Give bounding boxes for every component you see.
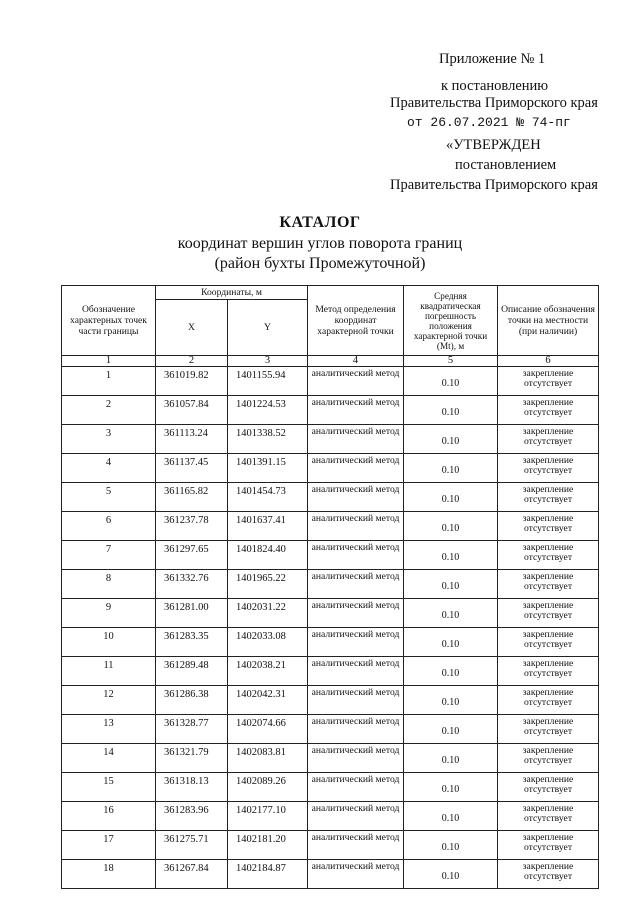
coordinates-catalog-table [61,285,599,889]
column-numbers-row [62,356,599,367]
coordinate-y-cell: 1401454.73 [228,483,308,512]
column-number: 1 [62,356,156,367]
date-number-stamp: от 26.07.2021 № 74-пг [407,115,571,130]
description-cell: закрепление отсутствует [498,657,599,686]
document-subtitle-area: (район бухты Промежуточной) [214,255,426,272]
coordinate-x-cell: 361137.45 [156,454,228,483]
column-number: 2 [156,356,228,367]
header-coordinates: Координаты, м [156,286,308,300]
accuracy-cell: 0.10 [404,599,498,628]
method-cell: аналитический метод [308,454,404,483]
coordinate-y-cell: 1401965.22 [228,570,308,599]
point-number-cell: 7 [62,541,156,570]
coordinate-y-cell: 1402083.81 [228,744,308,773]
table-row [62,396,599,425]
method-cell: аналитический метод [308,860,404,889]
header-method: Метод определения координат характерной точки [308,286,404,356]
point-number-cell: 2 [62,396,156,425]
appendix-label: Приложение № 1 [439,51,546,67]
table-row [62,860,599,889]
coordinate-y-cell: 1402184.87 [228,860,308,889]
table-row [62,802,599,831]
header-designation: Обозначение характерных точек части границы [62,286,156,356]
accuracy-cell: 0.10 [404,512,498,541]
accuracy-cell: 0.10 [404,860,498,889]
method-cell: аналитический метод [308,657,404,686]
point-number-cell: 14 [62,744,156,773]
point-number-cell: 13 [62,715,156,744]
accuracy-cell: 0.10 [404,657,498,686]
point-number-cell: 15 [62,773,156,802]
coordinate-x-cell: 361267.84 [156,860,228,889]
coordinate-y-cell: 1401224.53 [228,396,308,425]
method-cell: аналитический метод [308,483,404,512]
description-cell: закрепление отсутствует [498,802,599,831]
coordinate-x-cell: 361019.82 [156,367,228,396]
coordinate-x-cell: 361328.77 [156,715,228,744]
point-number-cell: 8 [62,570,156,599]
table-row [62,570,599,599]
point-number-cell: 18 [62,860,156,889]
accuracy-cell: 0.10 [404,483,498,512]
point-number-cell: 5 [62,483,156,512]
accuracy-cell: 0.10 [404,367,498,396]
accuracy-cell: 0.10 [404,773,498,802]
table-row [62,744,599,773]
method-cell: аналитический метод [308,686,404,715]
description-cell: закрепление отсутствует [498,541,599,570]
coordinate-y-cell: 1402089.26 [228,773,308,802]
method-cell: аналитический метод [308,628,404,657]
accuracy-cell: 0.10 [404,831,498,860]
table-row [62,628,599,657]
table-row [62,686,599,715]
coordinate-x-cell: 361332.76 [156,570,228,599]
coordinate-x-cell: 361237.78 [156,512,228,541]
coordinate-x-cell: 361318.13 [156,773,228,802]
point-number-cell: 11 [62,657,156,686]
coordinate-x-cell: 361281.00 [156,599,228,628]
coordinate-y-cell: 1401824.40 [228,541,308,570]
description-cell: закрепление отсутствует [498,483,599,512]
description-cell: закрепление отсутствует [498,570,599,599]
approved-label: «УТВЕРЖДЕН [446,137,541,153]
by-resolution-label: постановлением [455,157,557,173]
point-number-cell: 10 [62,628,156,657]
method-cell: аналитический метод [308,802,404,831]
coordinate-y-cell: 1401391.15 [228,454,308,483]
coordinate-x-cell: 361321.79 [156,744,228,773]
coordinate-x-cell: 361275.71 [156,831,228,860]
method-cell: аналитический метод [308,541,404,570]
description-cell: закрепление отсутствует [498,367,599,396]
coordinate-y-cell: 1402042.31 [228,686,308,715]
column-number: 5 [404,356,498,367]
coordinate-y-cell: 1401338.52 [228,425,308,454]
table-row [62,454,599,483]
accuracy-cell: 0.10 [404,686,498,715]
to-resolution-label: к постановлению [441,78,549,94]
table-row [62,657,599,686]
point-number-cell: 9 [62,599,156,628]
coordinate-x-cell: 361289.48 [156,657,228,686]
table-row [62,512,599,541]
coordinate-x-cell: 361297.65 [156,541,228,570]
method-cell: аналитический метод [308,396,404,425]
method-cell: аналитический метод [308,773,404,802]
column-number: 3 [228,356,308,367]
coordinate-y-cell: 1402033.08 [228,628,308,657]
point-number-cell: 4 [62,454,156,483]
coordinate-x-cell: 361057.84 [156,396,228,425]
table-row [62,541,599,570]
header-y: Y [228,300,308,356]
point-number-cell: 3 [62,425,156,454]
document-subtitle: координат вершин углов поворота границ [177,235,463,252]
coordinate-y-cell: 1402181.20 [228,831,308,860]
description-cell: закрепление отсутствует [498,715,599,744]
description-cell: закрепление отсутствует [498,396,599,425]
accuracy-cell: 0.10 [404,454,498,483]
table-row [62,831,599,860]
method-cell: аналитический метод [308,744,404,773]
point-number-cell: 16 [62,802,156,831]
column-number: 6 [498,356,599,367]
accuracy-cell: 0.10 [404,715,498,744]
description-cell: закрепление отсутствует [498,454,599,483]
description-cell: закрепление отсутствует [498,773,599,802]
coordinate-y-cell: 1401155.94 [228,367,308,396]
description-cell: закрепление отсутствует [498,425,599,454]
government-label-2: Правительства Приморского края [390,177,598,193]
point-number-cell: 17 [62,831,156,860]
header-x: X [156,300,228,356]
method-cell: аналитический метод [308,570,404,599]
accuracy-cell: 0.10 [404,425,498,454]
description-cell: закрепление отсутствует [498,744,599,773]
point-number-cell: 6 [62,512,156,541]
accuracy-cell: 0.10 [404,396,498,425]
accuracy-cell: 0.10 [404,628,498,657]
description-cell: закрепление отсутствует [498,860,599,889]
description-cell: закрепление отсутствует [498,628,599,657]
table-row [62,483,599,512]
method-cell: аналитический метод [308,831,404,860]
method-cell: аналитический метод [308,512,404,541]
coordinate-y-cell: 1401637.41 [228,512,308,541]
accuracy-cell: 0.10 [404,802,498,831]
document-title: КАТАЛОГ [279,214,361,231]
table-row [62,773,599,802]
method-cell: аналитический метод [308,425,404,454]
coordinate-y-cell: 1402074.66 [228,715,308,744]
header-accuracy: Средняя квадратическая погрешность положения характерной точки (Mt), м [404,286,498,356]
table-row [62,599,599,628]
point-number-cell: 1 [62,367,156,396]
table-row [62,367,599,396]
method-cell: аналитический метод [308,599,404,628]
coordinate-x-cell: 361283.35 [156,628,228,657]
description-cell: закрепление отсутствует [498,831,599,860]
method-cell: аналитический метод [308,715,404,744]
coordinate-y-cell: 1402031.22 [228,599,308,628]
description-cell: закрепление отсутствует [498,686,599,715]
coordinate-y-cell: 1402177.10 [228,802,308,831]
coordinate-x-cell: 361113.24 [156,425,228,454]
method-cell: аналитический метод [308,367,404,396]
coordinate-y-cell: 1402038.21 [228,657,308,686]
coordinate-x-cell: 361286.38 [156,686,228,715]
coordinate-x-cell: 361283.96 [156,802,228,831]
header-description: Описание обозначения точки на местности (при наличии) [498,286,599,356]
point-number-cell: 12 [62,686,156,715]
accuracy-cell: 0.10 [404,541,498,570]
column-number: 4 [308,356,404,367]
description-cell: закрепление отсутствует [498,512,599,541]
accuracy-cell: 0.10 [404,744,498,773]
accuracy-cell: 0.10 [404,570,498,599]
table-row [62,425,599,454]
coordinate-x-cell: 361165.82 [156,483,228,512]
table-row [62,715,599,744]
description-cell: закрепление отсутствует [498,599,599,628]
government-label: Правительства Приморского края [390,95,598,111]
